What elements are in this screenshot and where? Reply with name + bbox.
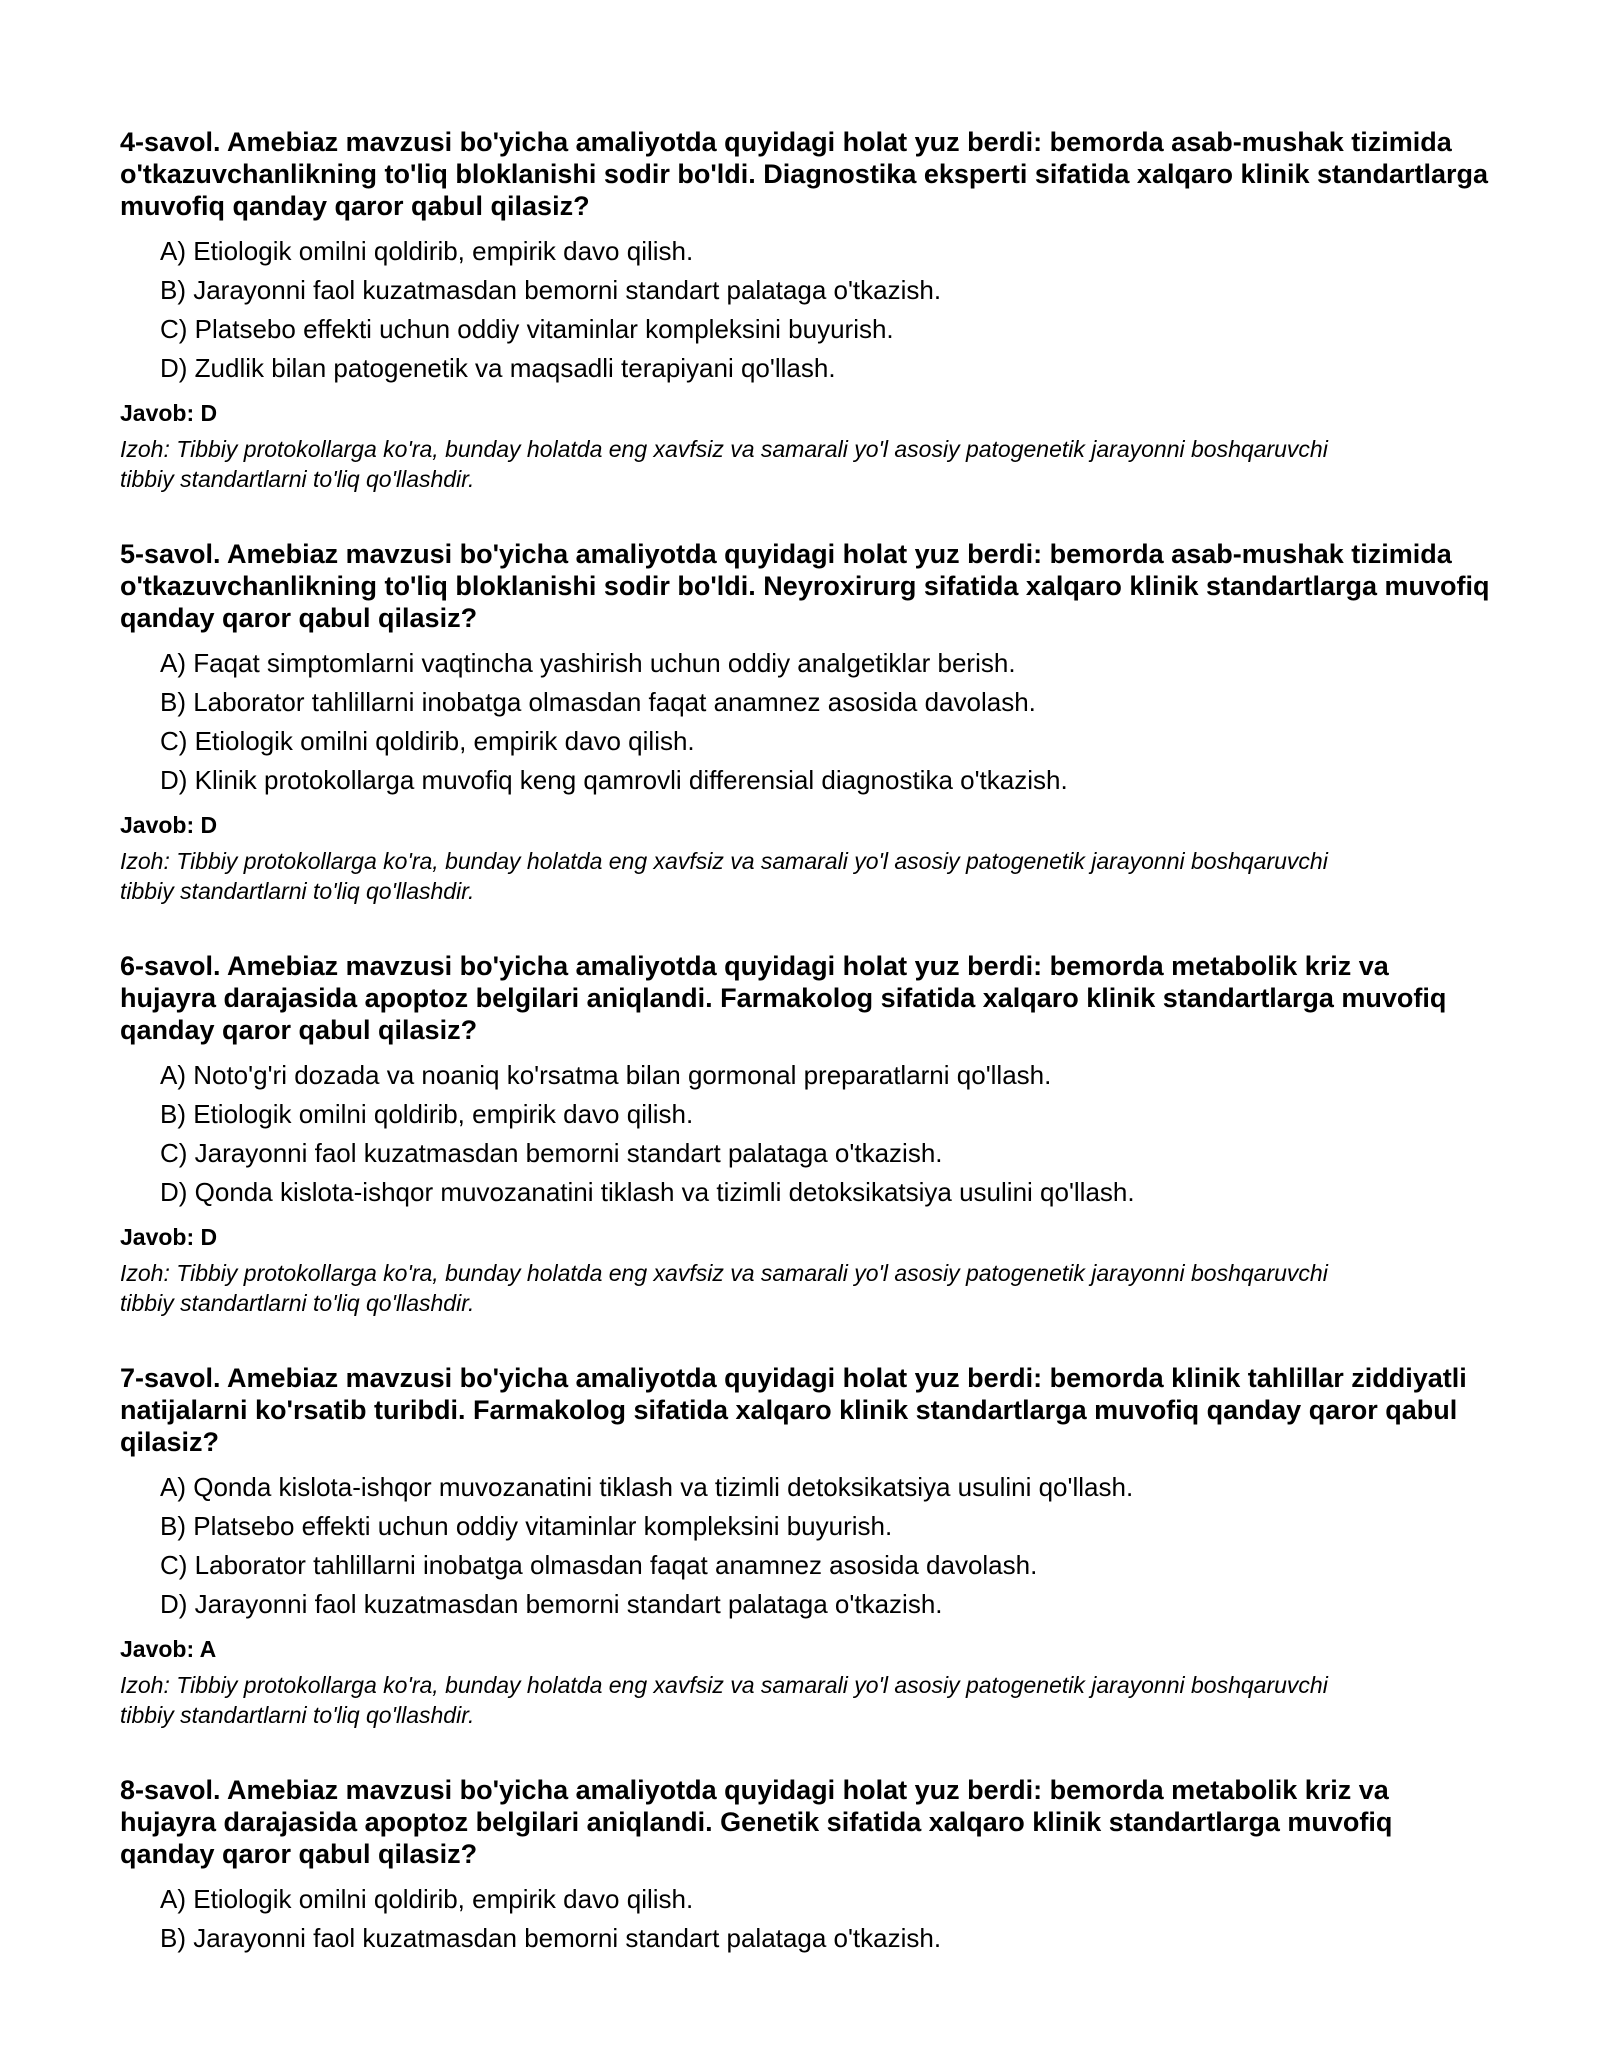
answer-line: Javob: A <box>120 1636 217 1662</box>
question-block <box>120 538 1490 906</box>
option-a: A) Qonda kislota-ishqor muvozanatini tiklash va tizimli detoksikatsiya usulini qo'llash. <box>160 1472 1134 1502</box>
option-b: B) Laborator tahlillarni inobatga olmasdan faqat anamnez asosida davolash. <box>160 687 1036 717</box>
option-b: B) Jarayonni faol kuzatmasdan bemorni standart palataga o'tkazish. <box>160 1923 942 1953</box>
explanation-note: Izoh: Tibbiy protokollarga ko'ra, bunday holatda eng xavfsiz va samarali yo'l asosiy patogenetik jarayonni boshqaruvchi tibbiy standartlarni to'liq qo'llashdir. <box>120 1260 1328 1316</box>
question-block <box>120 950 1490 1318</box>
explanation-note: Izoh: Tibbiy protokollarga ko'ra, bunday holatda eng xavfsiz va samarali yo'l asosiy patogenetik jarayonni boshqaruvchi tibbiy standartlarni to'liq qo'llashdir. <box>120 1672 1328 1728</box>
explanation-note: Izoh: Tibbiy protokollarga ko'ra, bunday holatda eng xavfsiz va samarali yo'l asosiy patogenetik jarayonni boshqaruvchi tibbiy standartlarni to'liq qo'llashdir. <box>120 848 1328 904</box>
option-d: D) Qonda kislota-ishqor muvozanatini tiklash va tizimli detoksikatsiya usulini qo'llash. <box>160 1177 1135 1207</box>
option-d: D) Jarayonni faol kuzatmasdan bemorni standart palataga o'tkazish. <box>160 1589 943 1619</box>
option-d: D) Zudlik bilan patogenetik va maqsadli terapiyani qo'llash. <box>160 353 836 383</box>
question-title: 8-savol. Amebiaz mavzusi bo'yicha amaliyotda quyidagi holat yuz berdi: bemorda metabolik kriz va hujayra darajasida apoptoz belgilari aniqlandi. Genetik sifatida xalqaro klinik standartlarga muvofiq qanday qaror qabul qilasiz? <box>120 1775 1393 1869</box>
answer-line: Javob: D <box>120 1224 218 1250</box>
question-title: 6-savol. Amebiaz mavzusi bo'yicha amaliyotda quyidagi holat yuz berdi: bemorda metabolik kriz va hujayra darajasida apoptoz belgilari aniqlandi. Farmakolog sifatida xalqaro klinik standartlarga muvofiq qanday qaror qabul qilasiz? <box>120 951 1447 1045</box>
option-list <box>120 1880 1490 1958</box>
option-list <box>120 1468 1490 1624</box>
option-a: A) Faqat simptomlarni vaqtincha yashirish uchun oddiy analgetiklar berish. <box>160 648 1016 678</box>
option-b: B) Etiologik omilni qoldirib, empirik davo qilish. <box>160 1099 694 1129</box>
question-block <box>120 1362 1490 1730</box>
answer-line: Javob: D <box>120 812 218 838</box>
option-c: C) Jarayonni faol kuzatmasdan bemorni standart palataga o'tkazish. <box>160 1138 943 1168</box>
option-b: B) Platsebo effekti uchun oddiy vitaminlar kompleksini buyurish. <box>160 1511 893 1541</box>
question-title: 4-savol. Amebiaz mavzusi bo'yicha amaliyotda quyidagi holat yuz berdi: bemorda asab-mushak tizimida o'tkazuvchanlikning to'liq bloklanishi sodir bo'ldi. Diagnostika eksperti sifatida xalqaro klinik standartlarga muvofiq qanday qaror qabul qilasiz? <box>120 127 1489 221</box>
option-list <box>120 644 1490 800</box>
answer-line: Javob: D <box>120 400 218 426</box>
question-block <box>120 1774 1490 1958</box>
option-list <box>120 1056 1490 1212</box>
option-b: B) Jarayonni faol kuzatmasdan bemorni standart palataga o'tkazish. <box>160 275 942 305</box>
option-list <box>120 232 1490 388</box>
question-title: 5-savol. Amebiaz mavzusi bo'yicha amaliyotda quyidagi holat yuz berdi: bemorda asab-mushak tizimida o'tkazuvchanlikning to'liq bloklanishi sodir bo'ldi. Neyroxirurg sifatida xalqaro klinik standartlarga muvofiq qanday qaror qabul qilasiz? <box>120 539 1490 633</box>
option-d: D) Klinik protokollarga muvofiq keng qamrovli differensial diagnostika o'tkazish. <box>160 765 1068 795</box>
option-c: C) Platsebo effekti uchun oddiy vitaminlar kompleksini buyurish. <box>160 314 894 344</box>
document-page <box>120 126 1490 2002</box>
question-block <box>120 126 1490 494</box>
option-c: C) Etiologik omilni qoldirib, empirik davo qilish. <box>160 726 695 756</box>
option-c: C) Laborator tahlillarni inobatga olmasdan faqat anamnez asosida davolash. <box>160 1550 1038 1580</box>
option-a: A) Noto'g'ri dozada va noaniq ko'rsatma bilan gormonal preparatlarni qo'llash. <box>160 1060 1052 1090</box>
option-a: A) Etiologik omilni qoldirib, empirik davo qilish. <box>160 236 694 266</box>
question-title: 7-savol. Amebiaz mavzusi bo'yicha amaliyotda quyidagi holat yuz berdi: bemorda klinik tahlillar ziddiyatli natijalarni ko'rsatib turibdi. Farmakolog sifatida xalqaro klinik standartlarga muvofiq qanday qaror qabul qilasiz? <box>120 1363 1467 1457</box>
explanation-note: Izoh: Tibbiy protokollarga ko'ra, bunday holatda eng xavfsiz va samarali yo'l asosiy patogenetik jarayonni boshqaruvchi tibbiy standartlarni to'liq qo'llashdir. <box>120 436 1328 492</box>
option-a: A) Etiologik omilni qoldirib, empirik davo qilish. <box>160 1884 694 1914</box>
